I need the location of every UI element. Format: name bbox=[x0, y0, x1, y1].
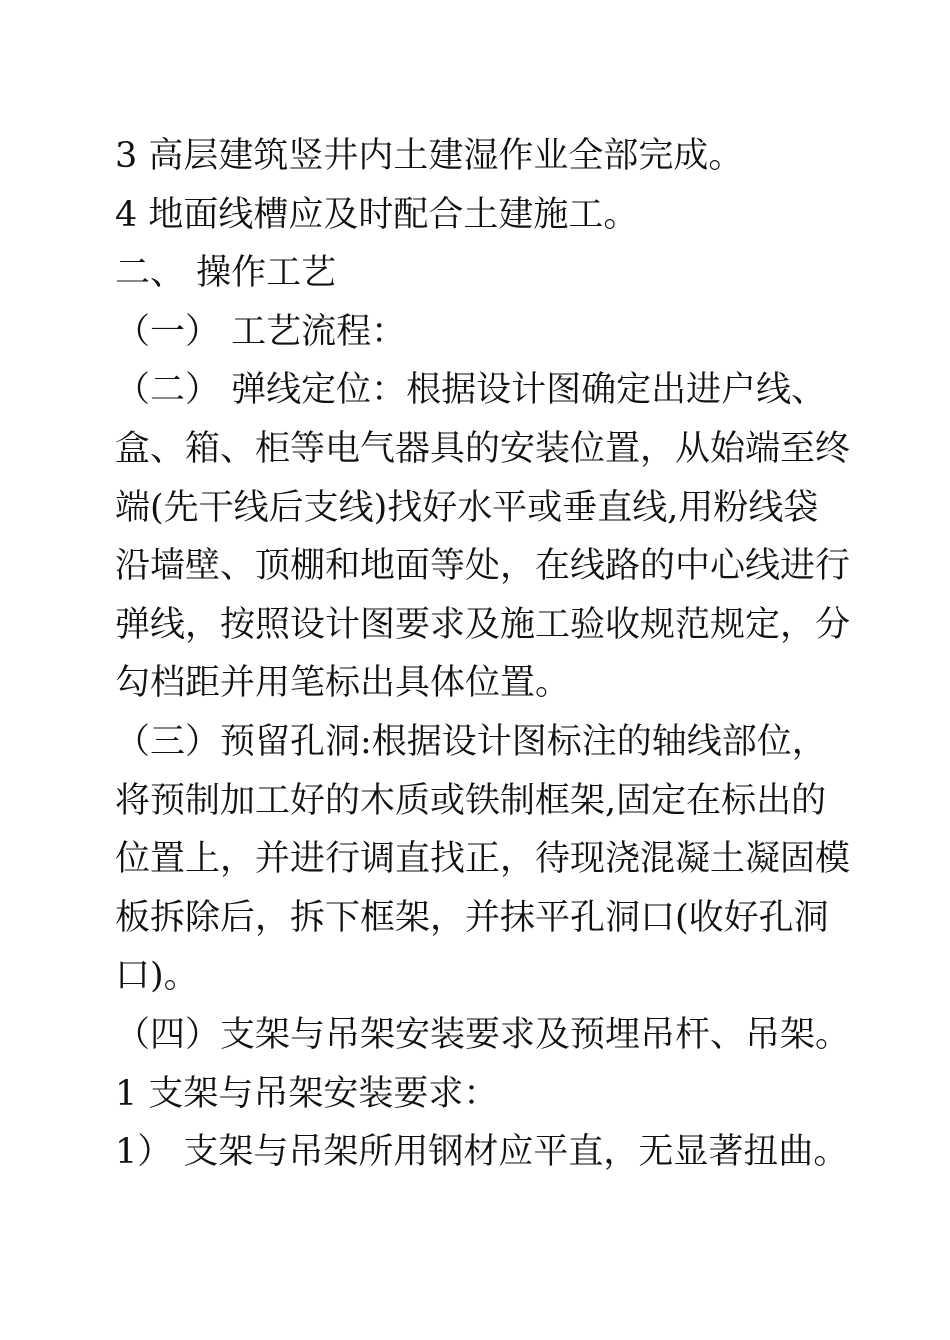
text-line-1: 3 高层建筑竖井内土建湿作业全部完成。 bbox=[115, 136, 744, 176]
text-line-14: 板拆除后，拆下框架，并抹平孔洞口(收好孔洞 bbox=[115, 897, 829, 938]
text-line-7: 端(先干线后支线)找好水平或垂直线,用粉线袋 bbox=[115, 487, 819, 528]
text-line-16: （四）支架与吊架安装要求及预埋吊杆、吊架。 bbox=[115, 1014, 851, 1055]
text-line-18: 1） 支架与吊架所用钢材应平直，无显著扭曲。 bbox=[115, 1132, 849, 1173]
text-line-15: 口)。 bbox=[115, 956, 199, 997]
text-line-8: 沿墙壁、顶棚和地面等处，在线路的中心线进行 bbox=[115, 546, 851, 587]
text-line-13: 位置上，并进行调直找正，待现浇混凝土凝固模 bbox=[115, 839, 851, 880]
section-heading-operation-process: 二、 操作工艺 bbox=[115, 253, 337, 294]
subsection-heading-process-flow: （一） 工艺流程： bbox=[115, 311, 407, 352]
text-line-11: （三）预留孔洞:根据设计图标注的轴线部位， bbox=[115, 721, 827, 762]
text-line-12: 将预制加工好的木质或铁制框架,固定在标出的 bbox=[115, 780, 827, 821]
text-line-10: 勾档距并用笔标出具体位置。 bbox=[115, 663, 571, 704]
text-line-6: 盒、箱、柜等电气器具的安装位置，从始端至终 bbox=[115, 428, 851, 469]
text-line-17: 1 支架与吊架安装要求： bbox=[115, 1073, 499, 1114]
document-body bbox=[115, 127, 851, 1182]
text-line-2: 4 地面线槽应及时配合土建施工。 bbox=[115, 194, 639, 235]
text-line-9: 弹线，按照设计图要求及施工验收规范规定，分 bbox=[115, 604, 851, 645]
text-line-5: （二） 弹线定位：根据设计图确定出进户线、 bbox=[115, 370, 827, 411]
